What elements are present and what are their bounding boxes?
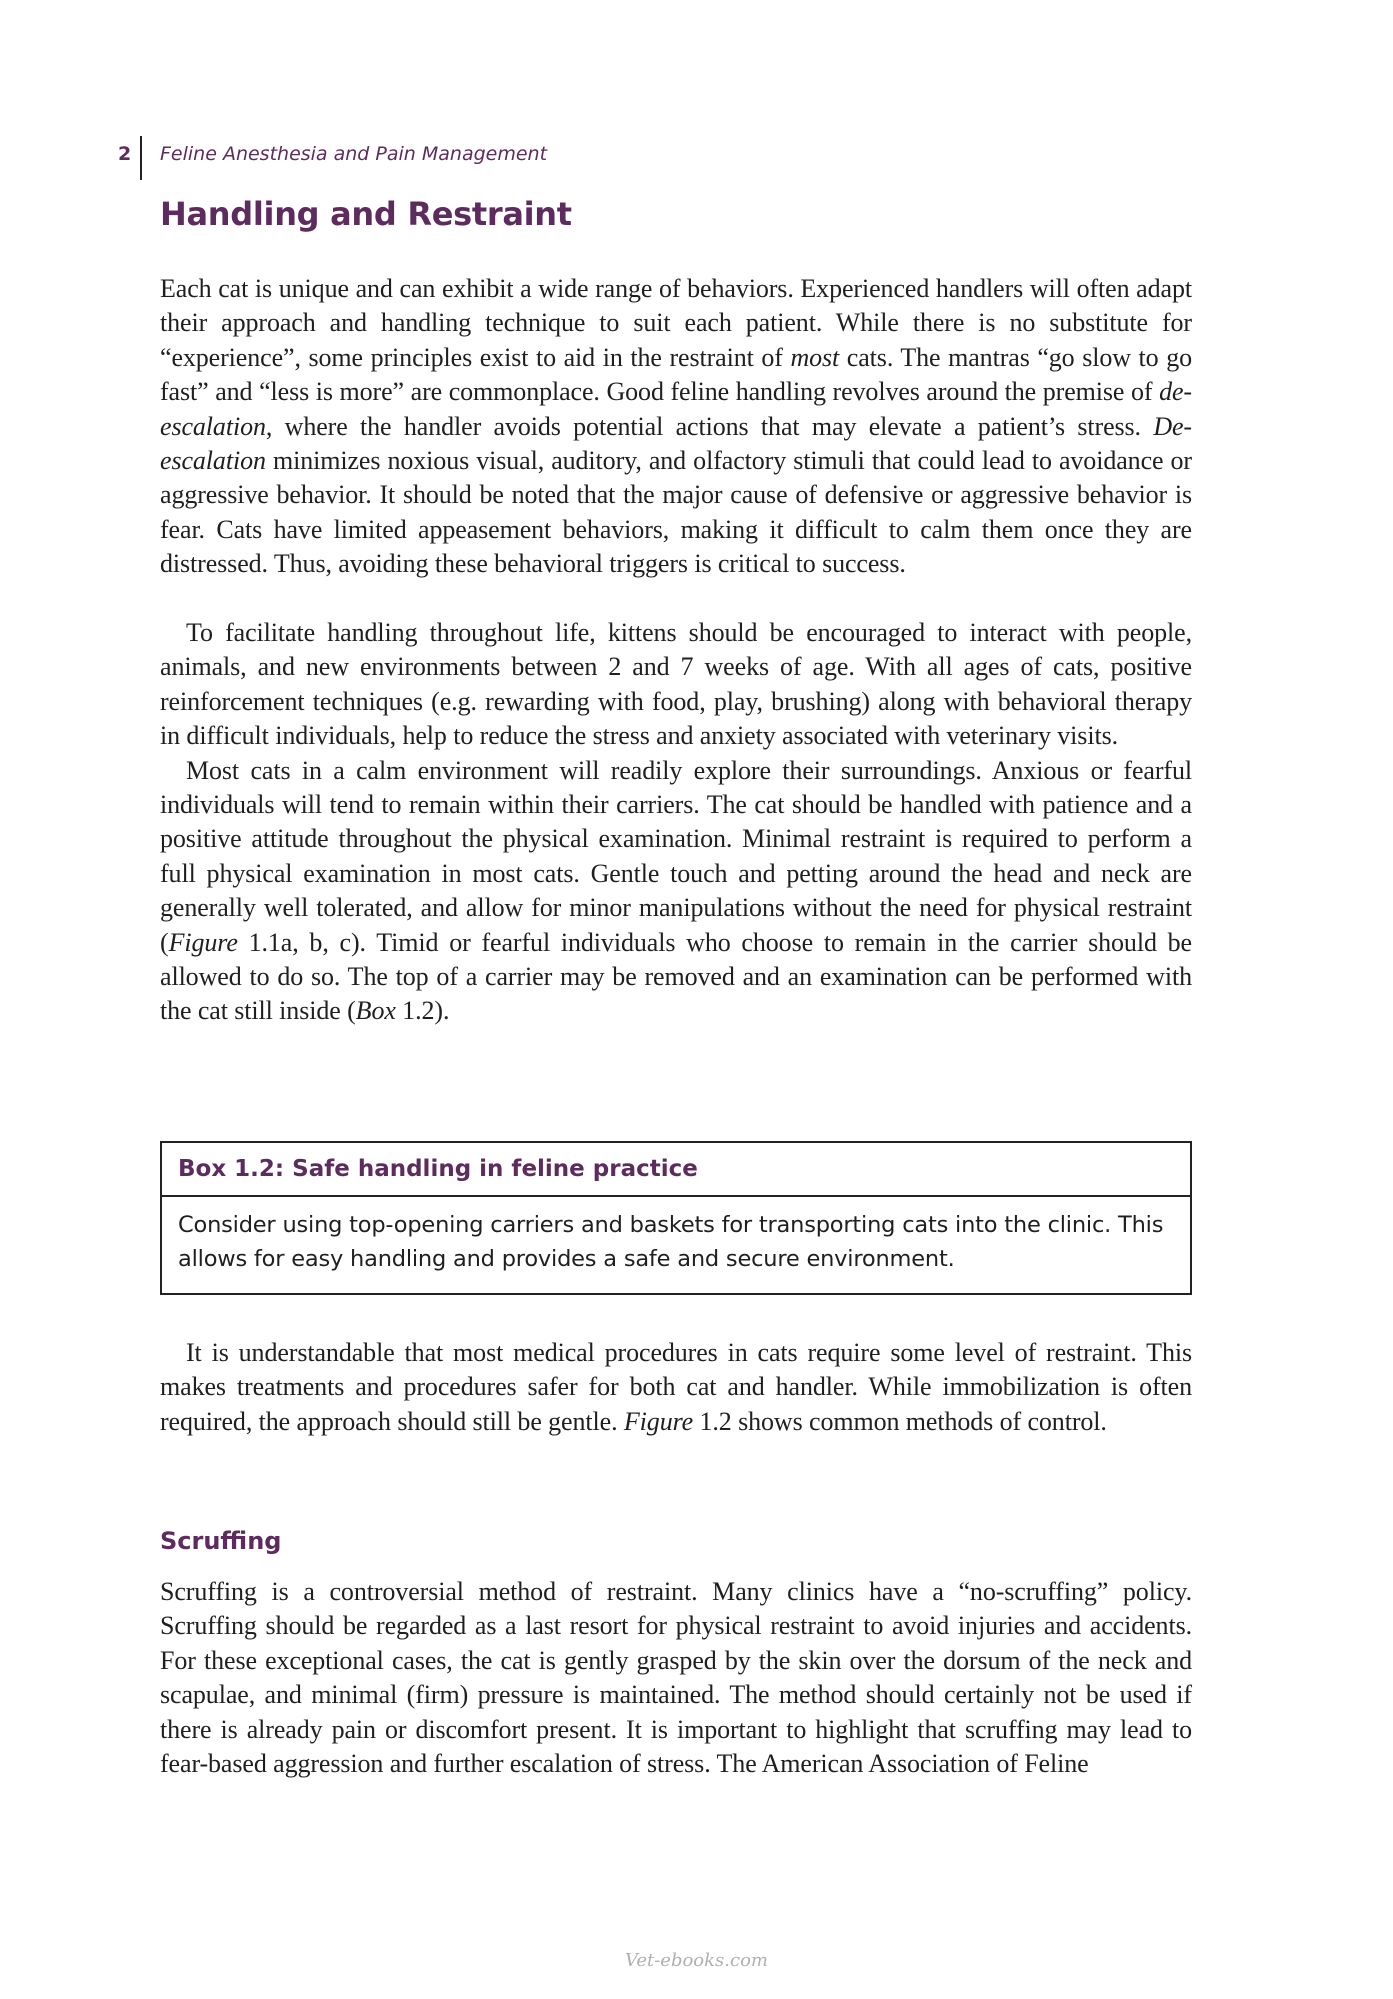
paragraph-4 — [160, 1336, 1192, 1439]
text-run: 1.2 shows common methods of control. — [693, 1406, 1107, 1436]
callout-box — [160, 1141, 1192, 1295]
text-run: minimizes noxious visual, auditory, and olfactory stimuli that could lead to avoidance or aggressive behavior. It should be noted that the major cause of defensive or aggressive behavior is fear. Cats have limited appeasement behaviors, making it difficult to calm them once they are distressed. Thus, avoiding these behavioral triggers is critical to success. — [160, 446, 1192, 579]
text-run: cats. The mantras “go slow to go fast” and “less is more” are commonplace. Good feline handling revolves around the premise of — [160, 342, 1193, 407]
emphasis: most — [790, 342, 840, 372]
text-run: 1.1a, b, c). Timid or fearful individuals who choose to remain in the carrier should be allowed to do so. The top of a carrier may be removed and an examination can be performed with the cat still inside ( — [160, 927, 1192, 1026]
text-run: 1.2). — [395, 996, 450, 1026]
watermark: Vet-ebooks.com — [624, 1950, 768, 1971]
paragraph-1 — [160, 272, 1192, 582]
emphasis: de-escalation — [160, 377, 1192, 441]
emphasis: Figure — [623, 1406, 694, 1436]
emphasis: De-escalation — [160, 411, 1192, 476]
header-divider — [140, 136, 142, 180]
section-title: Handling and Restraint — [160, 195, 572, 233]
text-run: It is understandable that most medical procedures in cats require some level of restraint. This makes treatments and procedures safer for both cat and handler. While immobilization is often required, the approach should still be gentle. — [160, 1338, 1192, 1436]
emphasis: Figure — [168, 927, 238, 957]
emphasis: Box — [355, 996, 396, 1026]
running-title: Feline Anesthesia and Pain Management — [160, 143, 548, 165]
box-title: Box 1.2: Safe handling in feline practice — [162, 1143, 1190, 1197]
box-body: Consider using top-opening carriers and baskets for transporting cats into the clinic. This allows for easy handling and provides a safe and secure environment. — [178, 1212, 1164, 1272]
text-run: Most cats in a calm environment will readily explore their surroundings. Anxious or fearful individuals will tend to remain within their carriers. The cat should be handled with patience and a positive attitude throughout the physical examination. Minimal restraint is required to perform a full physical examination in most cats. Gentle touch and petting around the head and neck are generally well tolerated, and allow for minor manipulations without the need for physical restraint ( — [160, 755, 1192, 957]
text-run: Each cat is unique and can exhibit a wide range of behaviors. Experienced handlers will often adapt their approach and handling technique to suit each patient. While there is no substitute for “experience”, some principles exist to aid in the restraint of — [160, 274, 1192, 372]
paragraph-5: Scruffing is a controversial method of restraint. Many clinics have a “no-scruffing” policy. Scruffing should be regarded as a last resort for physical restraint to avoid injuries and accidents. For these exceptional cases, the cat is gently grasped by the skin over the dorsum of the neck and scapulae, and minimal (firm) pressure is maintained. The method should certainly not be used if there is already pain or discomfort present. It is important to highlight that scruffing may lead to fear-based aggression and further escalation of stress. The American Association of Feline — [160, 1577, 1192, 1779]
text-run: , where the handler avoids potential actions that may elevate a patient’s stress. — [265, 411, 1154, 441]
paragraph-2: To facilitate handling throughout life, kittens should be encouraged to interact with people, animals, and new environments between 2 and 7 weeks of age. With all ages of cats, positive reinforcement techniques (e.g. rewarding with food, play, brushing) along with behavioral therapy in difficult individuals, help to reduce the stress and anxiety associated with veterinary visits. — [160, 618, 1192, 751]
subsection-title: Scruffing — [160, 1527, 282, 1555]
page-number: 2 — [118, 143, 132, 165]
paragraph-3 — [160, 754, 1192, 1029]
paragraph-group — [160, 616, 1192, 1029]
